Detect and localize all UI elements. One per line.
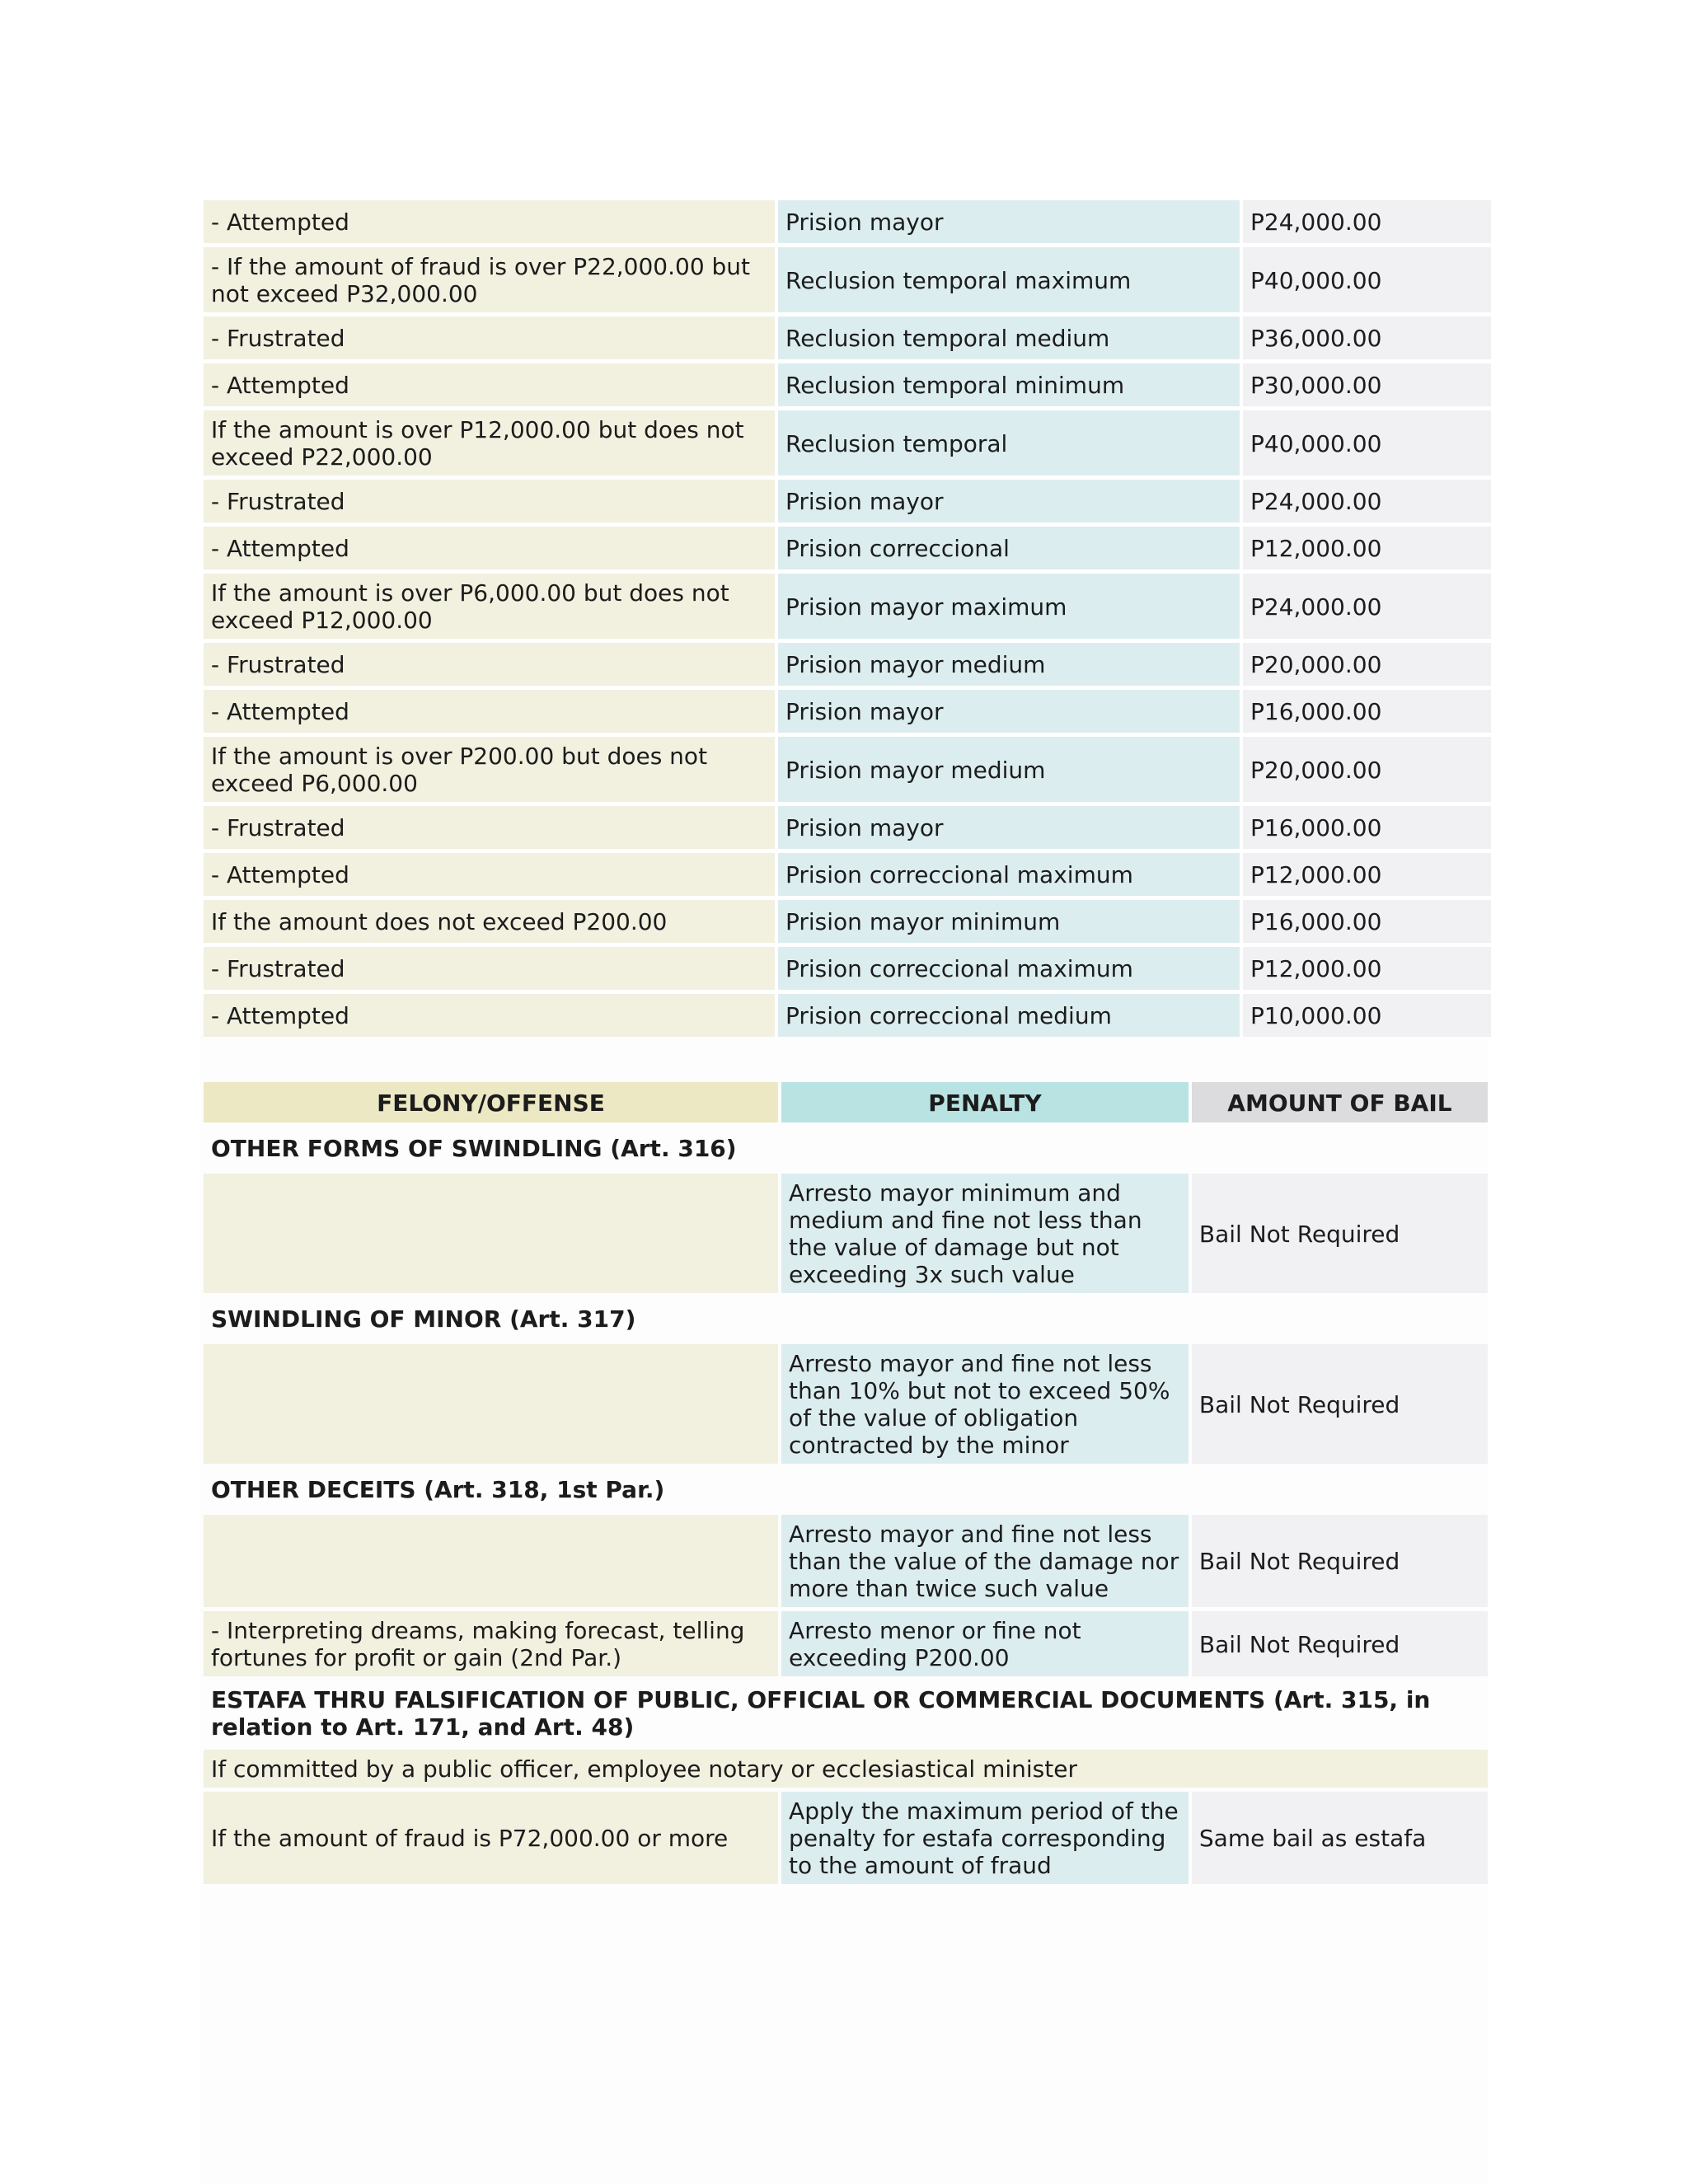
penalty-cell: Prision correccional maximum	[778, 853, 1240, 896]
section-row	[204, 1127, 1488, 1169]
penalty-cell: Arresto mayor and fine not less than 10% but not to exceed 50% of the value of obligation contracted by the minor	[781, 1344, 1189, 1464]
bail-cell: P16,000.00	[1243, 806, 1491, 849]
section-title-art-316: OTHER FORMS OF SWINDLING (Art. 316)	[211, 1135, 737, 1162]
table-row	[204, 853, 1491, 896]
table-row	[204, 410, 1491, 476]
bail-cell: P40,000.00	[1243, 247, 1491, 312]
table-row	[204, 1344, 1488, 1464]
note-cell: If committed by a public officer, employee notary or ecclesiastical minister	[204, 1750, 1488, 1788]
section-title-art-315: ESTAFA THRU FALSIFICATION OF PUBLIC, OFFICIAL OR COMMERCIAL DOCUMENTS (Art. 315, in relation to Art. 171, and Art. 48)	[211, 1686, 1431, 1741]
penalty-cell: Prision correccional	[778, 527, 1240, 569]
offense-cell: - Attempted	[204, 853, 775, 896]
header-amount-of-bail: AMOUNT OF BAIL	[1192, 1082, 1488, 1122]
table-row	[204, 1750, 1488, 1788]
table-row	[204, 643, 1491, 686]
penalty-cell: Prision mayor medium	[778, 737, 1240, 802]
offense-cell: - If the amount of fraud is over P22,000.00 but not exceed P32,000.00	[204, 247, 775, 312]
bail-cell: P16,000.00	[1243, 900, 1491, 943]
penalty-cell: Prision mayor maximum	[778, 574, 1240, 639]
table-row	[204, 527, 1491, 569]
table-row	[204, 994, 1491, 1037]
penalty-cell: Apply the maximum period of the penalty for estafa corresponding to the amount of fraud	[781, 1792, 1189, 1884]
section-title-art-317: SWINDLING OF MINOR (Art. 317)	[211, 1305, 636, 1333]
penalty-cell: Prision mayor medium	[778, 643, 1240, 686]
penalty-cell: Prision correccional maximum	[778, 947, 1240, 990]
offense-cell	[204, 1344, 778, 1464]
penalty-cell: Reclusion temporal maximum	[778, 247, 1240, 312]
header-penalty: PENALTY	[781, 1082, 1189, 1122]
table-row	[204, 1515, 1488, 1607]
offense-cell: - Attempted	[204, 363, 775, 406]
swindling-bail-table	[200, 1078, 1491, 1888]
penalty-cell: Reclusion temporal medium	[778, 316, 1240, 359]
bail-cell: Bail Not Required	[1192, 1174, 1488, 1293]
table-row	[204, 947, 1491, 990]
bail-cell: P20,000.00	[1243, 643, 1491, 686]
offense-cell: If the amount of fraud is P72,000.00 or more	[204, 1792, 778, 1884]
penalty-cell: Prision mayor	[778, 200, 1240, 243]
penalty-cell: Prision correccional medium	[778, 994, 1240, 1037]
section-row	[204, 1680, 1488, 1746]
table-row	[204, 316, 1491, 359]
section-row	[204, 1297, 1488, 1340]
bail-cell: Bail Not Required	[1192, 1515, 1488, 1607]
offense-cell: - Frustrated	[204, 480, 775, 523]
bail-cell: P12,000.00	[1243, 527, 1491, 569]
penalty-cell: Arresto mayor and fine not less than the value of the damage nor more than twice such value	[781, 1515, 1189, 1607]
penalty-cell: Arresto mayor minimum and medium and fine not less than the value of damage but not exceeding 3x such value	[781, 1174, 1189, 1293]
estafa-penalty-table-body	[204, 200, 1491, 1037]
penalty-cell: Arresto menor or fine not exceeding P200.00	[781, 1611, 1189, 1676]
estafa-penalty-table	[200, 196, 1494, 1041]
penalty-cell: Prision mayor minimum	[778, 900, 1240, 943]
offense-cell: - Attempted	[204, 994, 775, 1037]
offense-cell: - Frustrated	[204, 806, 775, 849]
bail-cell: Same bail as estafa	[1192, 1792, 1488, 1884]
bail-cell: P24,000.00	[1243, 574, 1491, 639]
bail-cell: P24,000.00	[1243, 200, 1491, 243]
bail-cell: P16,000.00	[1243, 690, 1491, 733]
table-row	[204, 1174, 1488, 1293]
offense-cell: - Attempted	[204, 527, 775, 569]
bail-cell: P30,000.00	[1243, 363, 1491, 406]
table-row	[204, 1792, 1488, 1884]
section-title-art-318: OTHER DECEITS (Art. 318, 1st Par.)	[211, 1476, 665, 1503]
offense-cell: If the amount is over P200.00 but does not exceed P6,000.00	[204, 737, 775, 802]
table-row	[204, 247, 1491, 312]
offense-cell: - Frustrated	[204, 643, 775, 686]
section-row	[204, 1468, 1488, 1511]
penalty-cell: Prision mayor	[778, 690, 1240, 733]
penalty-cell: Reclusion temporal minimum	[778, 363, 1240, 406]
offense-cell: If the amount is over P6,000.00 but does not exceed P12,000.00	[204, 574, 775, 639]
bail-cell: Bail Not Required	[1192, 1611, 1488, 1676]
penalty-cell: Prision mayor	[778, 806, 1240, 849]
bail-cell: P36,000.00	[1243, 316, 1491, 359]
bail-cell: Bail Not Required	[1192, 1344, 1488, 1464]
offense-cell: - Attempted	[204, 690, 775, 733]
offense-cell	[204, 1515, 778, 1607]
bail-cell: P12,000.00	[1243, 947, 1491, 990]
table-row	[204, 900, 1491, 943]
table-row	[204, 806, 1491, 849]
table-row	[204, 690, 1491, 733]
bail-cell: P40,000.00	[1243, 410, 1491, 476]
table-row	[204, 363, 1491, 406]
table-row	[204, 737, 1491, 802]
offense-cell: If the amount is over P12,000.00 but does not exceed P22,000.00	[204, 410, 775, 476]
table-header-row	[204, 1082, 1488, 1122]
bail-cell: P12,000.00	[1243, 853, 1491, 896]
bail-cell: P20,000.00	[1243, 737, 1491, 802]
table-row	[204, 574, 1491, 639]
offense-cell: - Attempted	[204, 200, 775, 243]
table-row	[204, 480, 1491, 523]
offense-cell: If the amount does not exceed P200.00	[204, 900, 775, 943]
penalty-cell: Reclusion temporal	[778, 410, 1240, 476]
offense-cell: - Frustrated	[204, 947, 775, 990]
offense-cell: - Frustrated	[204, 316, 775, 359]
offense-cell	[204, 1174, 778, 1293]
bail-cell: P24,000.00	[1243, 480, 1491, 523]
table-row	[204, 1611, 1488, 1676]
bail-cell: P10,000.00	[1243, 994, 1491, 1037]
penalty-cell: Prision mayor	[778, 480, 1240, 523]
offense-cell: - Interpreting dreams, making forecast, telling fortunes for profit or gain (2nd Par.)	[204, 1611, 778, 1676]
header-felony-offense: FELONY/OFFENSE	[204, 1082, 778, 1122]
table-row	[204, 200, 1491, 243]
